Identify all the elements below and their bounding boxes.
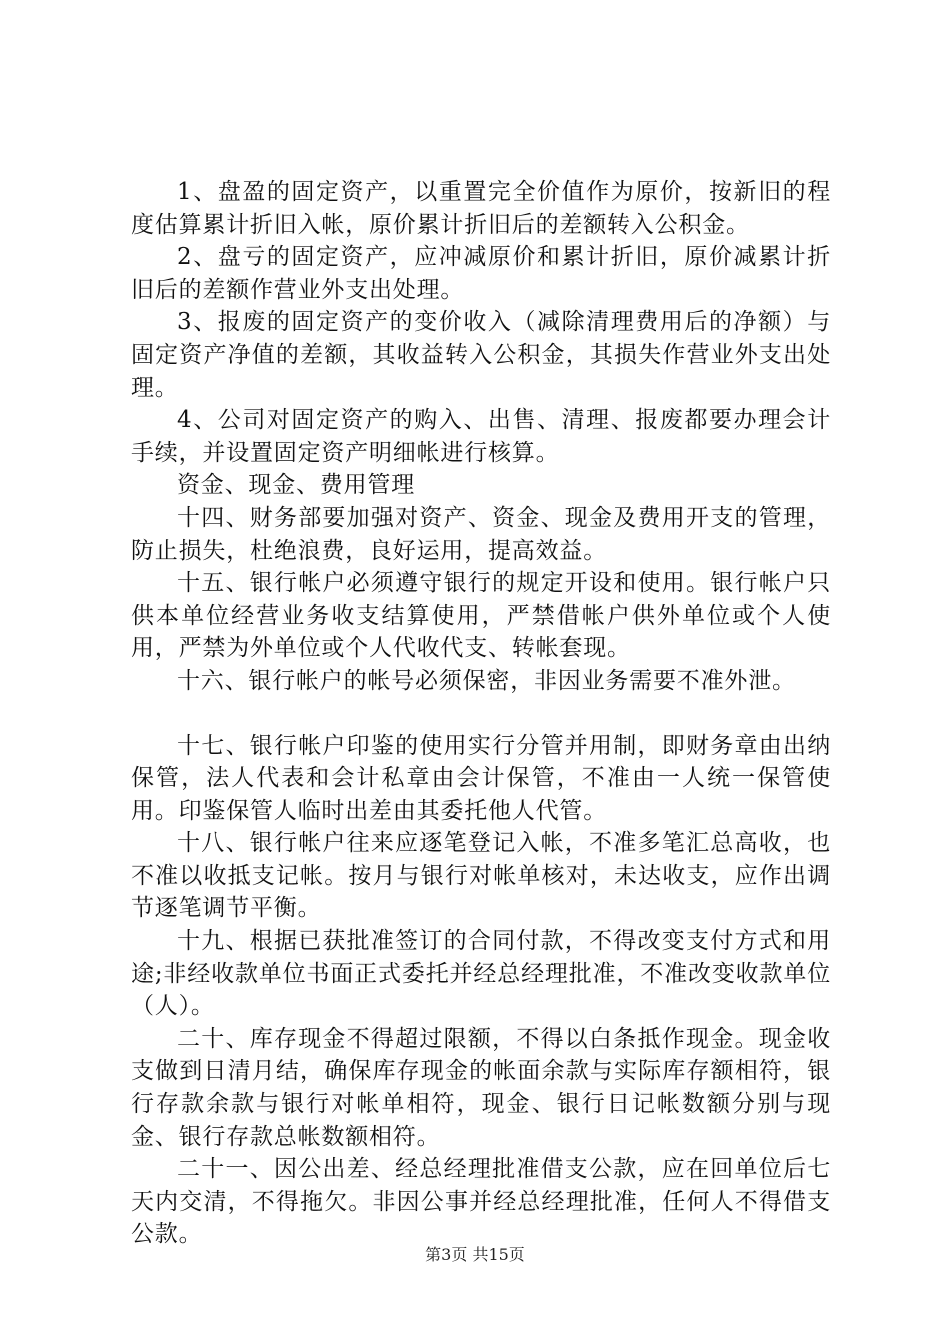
paragraph-16: 十六、银行帐户的帐号必须保密，非因业务需要不准外泄。 [177,667,796,694]
paragraph-14: 十四、财务部要加强对资产、资金、现金及费用开支的管理，防止损失，杜绝浪费，良好运用，提高效益。 [131,504,831,564]
paragraph-20: 二十、库存现金不得超过限额，不得以白条抵作现金。现金收支做到日清月结，确保库存现金的帐面余款与实际库存额相符，银行存款余款与银行对帐单相符，现金、银行日记帐数额分别与现金、银行存款总帐数额相符。 [131,1025,831,1150]
paragraph-19: 十九、根据已获批准签订的合同付款，不得改变支付方式和用途;非经收款单位书面正式委托并经总经理批准，不准改变收款单位（人）。 [131,928,831,1020]
paragraph-18: 十八、银行帐户往来应逐笔登记入帐，不准多笔汇总高收，也不准以收抵支记帐。按月与银行对帐单核对，未达收支，应作出调节逐笔调节平衡。 [131,830,831,922]
section-heading: 资金、现金、费用管理 [177,472,415,499]
paragraph-4: 4、公司对固定资产的购入、出售、清理、报废都要办理会计手续，并设置固定资产明细帐进行核算。 [131,407,831,466]
paragraph-17: 十七、银行帐户印鉴的使用实行分管并用制，即财务章由出纳保管，法人代表和会计私章由会计保管，不准由一人统一保管使用。印鉴保管人临时出差由其委托他人代管。 [131,732,831,824]
paragraph-1: 1、盘盈的固定资产，以重置完全价值作为原价，按新旧的程度估算累计折旧入帐，原价累计折旧后的差额转入公积金。 [131,179,831,238]
blank-line [131,698,831,730]
paragraph-21: 二十一、因公出差、经总经理批准借支公款，应在回单位后七天内交清，不得拖欠。非因公事并经总经理批准，任何人不得借支公款。 [131,1156,831,1248]
paragraph-15: 十五、银行帐户必须遵守银行的规定开设和使用。银行帐户只供本单位经营业务收支结算使用，严禁借帐户供外单位或个人使用，严禁为外单位或个人代收代支、转帐套现。 [131,570,831,662]
page-number-footer: 第3页 共15页 [425,1245,525,1264]
paragraph-3: 3、报废的固定资产的变价收入（减除清理费用后的净额）与固定资产净值的差额，其收益转入公积金，其损失作营业外支出处理。 [131,309,831,401]
paragraph-2: 2、盘亏的固定资产，应冲减原价和累计折旧，原价减累计折旧后的差额作营业外支出处理。 [131,244,831,303]
document-body [131,176,831,1251]
